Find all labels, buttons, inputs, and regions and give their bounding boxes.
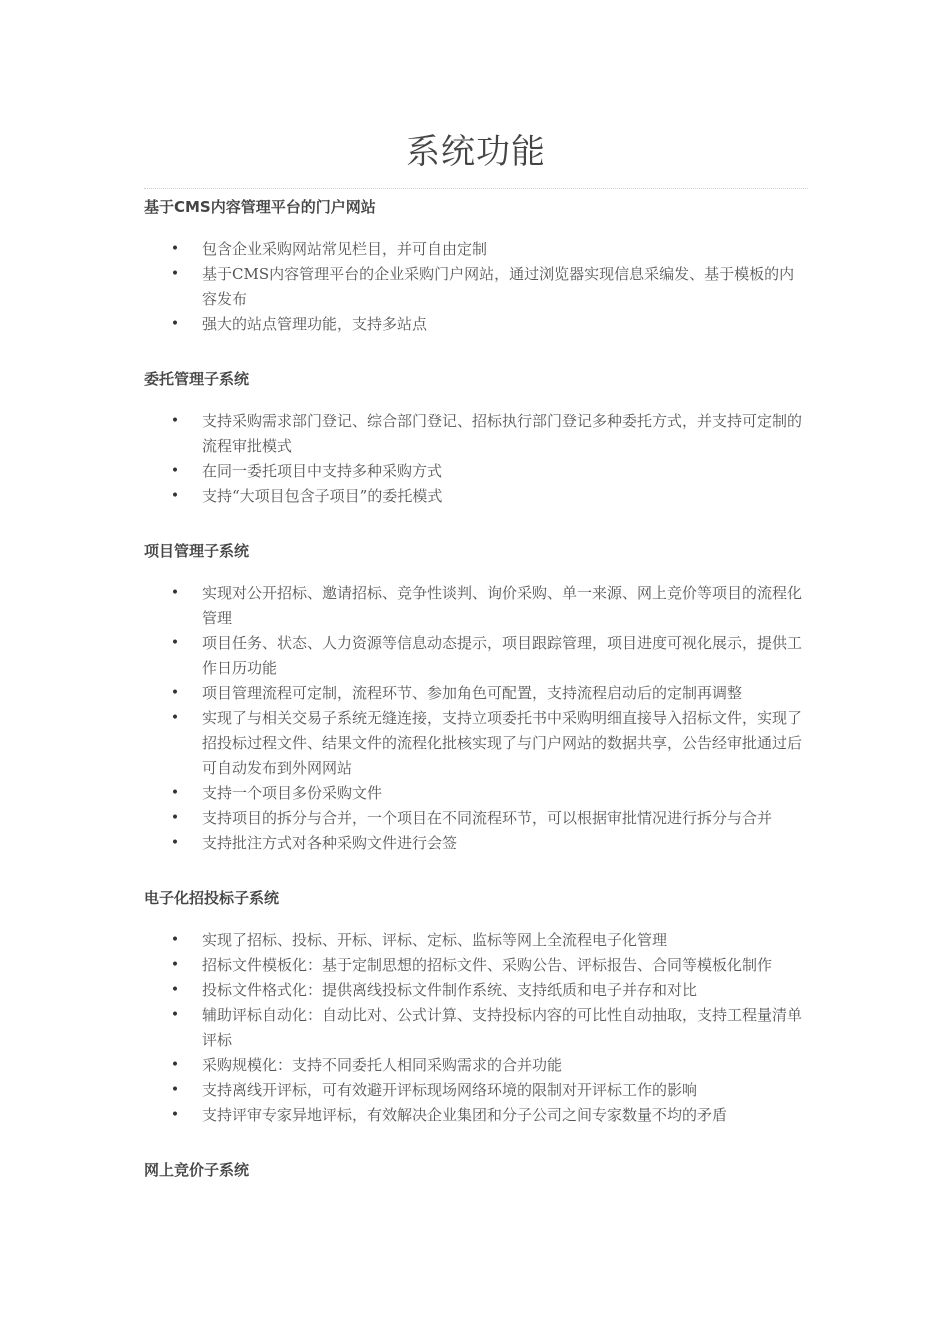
- bullet-icon: •: [170, 1057, 180, 1073]
- list-item: [144, 1078, 808, 1103]
- list-item: [144, 781, 808, 806]
- bullet-icon: •: [170, 835, 180, 851]
- bullet-icon: •: [170, 266, 180, 282]
- bullet-icon: •: [170, 488, 180, 504]
- section-heading: 项目管理子系统: [144, 542, 250, 560]
- list-item: [144, 953, 808, 978]
- bullet-icon: •: [170, 316, 180, 332]
- list-item-text: 采购规模化：支持不同委托人相同采购需求的合并功能: [202, 1056, 563, 1074]
- bullet-icon: •: [170, 810, 180, 826]
- list-item: [144, 806, 808, 831]
- list-item-text: 辅助评标自动化：自动比对、公式计算、支持投标内容的可比性自动抽取，支持工程量清单评标: [202, 1006, 803, 1049]
- bullet-icon: •: [170, 685, 180, 701]
- bullet-icon: •: [170, 932, 180, 948]
- bullet-icon: •: [170, 785, 180, 801]
- list-item: [144, 928, 808, 953]
- list-item: [144, 706, 808, 781]
- section-heading: 电子化招投标子系统: [144, 889, 280, 907]
- list-item-text: 招标文件模板化：基于定制思想的招标文件、采购公告、评标报告、合同等模板化制作: [202, 956, 773, 974]
- section-heading: 网上竞价子系统: [144, 1161, 250, 1179]
- list-item: [144, 1003, 808, 1053]
- list-item: [144, 1053, 808, 1078]
- list-item-text: 支持一个项目多份采购文件: [202, 784, 383, 802]
- list-item: [144, 631, 808, 681]
- section-cms-portal: [144, 197, 808, 337]
- list-item: [144, 409, 808, 459]
- list-item-text: 实现了与相关交易子系统无缝连接，支持立项委托书中采购明细直接导入招标文件，实现了招投标过程文件、结果文件的流程化批核实现了与门户网站的数据共享，公告经审批通过后可自动发布到外网网站: [202, 709, 803, 777]
- section-online-auction: [144, 1160, 808, 1180]
- list-item: [144, 978, 808, 1003]
- bullet-icon: •: [170, 635, 180, 651]
- section-heading: 委托管理子系统: [144, 370, 250, 388]
- list-item: [144, 312, 808, 337]
- list-item-text: 包含企业采购网站常见栏目，并可自由定制: [202, 240, 488, 258]
- section-heading: 基于CMS内容管理平台的门户网站: [144, 198, 376, 216]
- list-item-text: 项目管理流程可定制，流程环节、参加角色可配置，支持流程启动后的定制再调整: [202, 684, 743, 702]
- list-item-text: 项目任务、状态、人力资源等信息动态提示，项目跟踪管理，项目进度可视化展示，提供工作日历功能: [202, 634, 803, 677]
- section-list: [144, 409, 808, 509]
- list-item-text: 实现了招标、投标、开标、评标、定标、监标等网上全流程电子化管理: [202, 931, 668, 949]
- list-item-text: 支持项目的拆分与合并，一个项目在不同流程环节，可以根据审批情况进行拆分与合并: [202, 809, 773, 827]
- section-list: [144, 928, 808, 1128]
- section-list: [144, 237, 808, 337]
- bullet-icon: •: [170, 1007, 180, 1023]
- bullet-icon: •: [170, 1082, 180, 1098]
- list-item-text: 投标文件格式化：提供离线投标文件制作系统、支持纸质和电子并存和对比: [202, 981, 698, 999]
- bullet-icon: •: [170, 241, 180, 257]
- bullet-icon: •: [170, 585, 180, 601]
- list-item-text: 支持评审专家异地评标，有效解决企业集团和分子公司之间专家数量不均的矛盾: [202, 1106, 728, 1124]
- bullet-icon: •: [170, 463, 180, 479]
- list-item: [144, 237, 808, 262]
- section-delegation: [144, 369, 808, 509]
- list-item: [144, 681, 808, 706]
- list-item: [144, 831, 808, 856]
- list-item-text: 基于CMS内容管理平台的企业采购门户网站，通过浏览器实现信息采编发、基于模板的内容发布: [202, 265, 795, 308]
- list-item-text: 实现对公开招标、邀请招标、竞争性谈判、询价采购、单一来源、网上竞价等项目的流程化管理: [202, 584, 803, 627]
- list-item-text: 强大的站点管理功能，支持多站点: [202, 315, 428, 333]
- list-item: [144, 459, 808, 484]
- list-item-text: 支持离线开评标，可有效避开评标现场网络环境的限制对开评标工作的影响: [202, 1081, 698, 1099]
- bullet-icon: •: [170, 1107, 180, 1123]
- bullet-icon: •: [170, 710, 180, 726]
- page-title: 系统功能: [406, 132, 546, 172]
- list-item-text: 在同一委托项目中支持多种采购方式: [202, 462, 443, 480]
- list-item-text: 支持采购需求部门登记、综合部门登记、招标执行部门登记多种委托方式，并支持可定制的流程审批模式: [202, 412, 803, 455]
- list-item: [144, 484, 808, 509]
- section-e-bidding: [144, 888, 808, 1128]
- bullet-icon: •: [170, 413, 180, 429]
- list-item: [144, 1103, 808, 1128]
- list-item-text: 支持“大项目包含子项目”的委托模式: [202, 487, 443, 505]
- list-item: [144, 581, 808, 631]
- bullet-icon: •: [170, 957, 180, 973]
- title-divider: [144, 188, 808, 189]
- list-item: [144, 262, 808, 312]
- bullet-icon: •: [170, 982, 180, 998]
- document-page: [144, 128, 808, 1180]
- list-item-text: 支持批注方式对各种采购文件进行会签: [202, 834, 458, 852]
- section-list: [144, 581, 808, 856]
- section-project-management: [144, 541, 808, 856]
